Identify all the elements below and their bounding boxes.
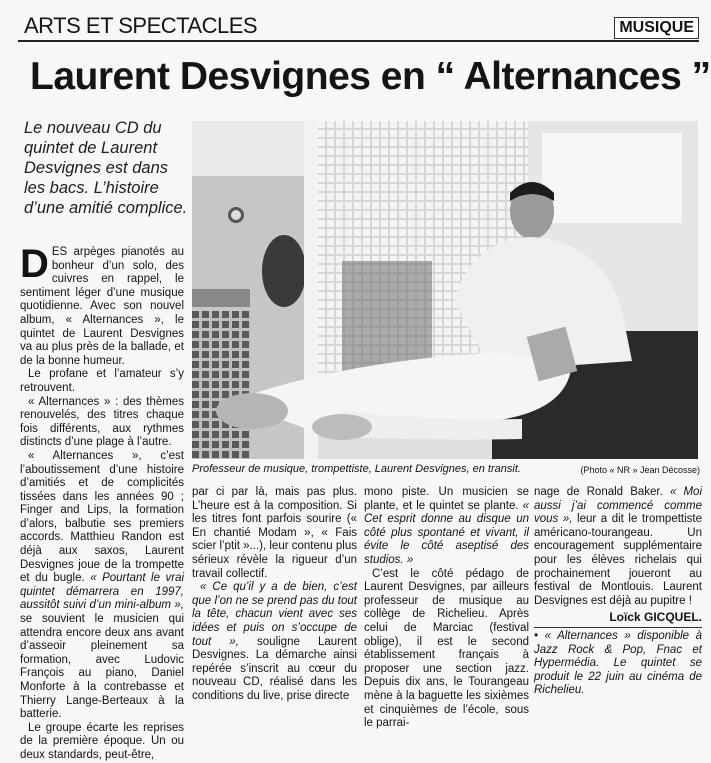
header-rule (18, 40, 699, 42)
article-column-3 (364, 486, 529, 730)
paragraph (364, 486, 529, 568)
section-tag: MUSIQUE (614, 17, 699, 39)
paragraph: Le profane et l’amateur s’y retrouvent. (20, 368, 184, 394)
info-note: • « Alternances » disponible à Jazz Rock & Pop, Fnac et Hypermédia. Le quintet se produit le 22 juin au cinéma de Richelieu. (534, 629, 702, 697)
paragraph: C’est le côté pédago de Laurent Desvignes, par ailleurs professeur de musique au collège de Richelieu. Après celui de Marciac (festival oblige), il est le second établissement français à proposer une section jazz. Depuis dix ans, le Tourangeau mène à la baguette les sixièmes et cinquièmes de l’école, sous le parrai- (364, 567, 529, 730)
article-photo (192, 121, 698, 459)
article-standfirst: Le nouveau CD du quintet de Laurent Desvignes est dans les bacs. L’histoire d’une amitié complice. (24, 119, 188, 217)
paragraph-text: se souvient le musicien qui attendra encore deux ans avant d’asseoir pleinement sa formation, avec Ludovic François au piano, Daniel Monforte à la contrebasse et Thierry Lange-Berteaux à la batterie. (20, 613, 184, 721)
article-column-1 (20, 242, 185, 761)
paragraph-text: mono piste. Un musicien se plante, et le quintet se plante. (364, 486, 529, 512)
paragraph-text: nage de Ronald Baker. (534, 486, 663, 498)
paragraph-text: souligne Laurent Desvignes. La démarche ainsi repérée s’inscrit au cœur du nouveau CD, réalisé dans les conditions du live, prise directe (192, 635, 357, 702)
quote: « Pourtant le vrai quintet démarrera en 1997, aussitôt suivi d’un mini-album », (20, 572, 185, 612)
article-headline: Laurent Desvignes en “ Alternances ” (30, 55, 711, 98)
paragraph (192, 581, 357, 703)
quote: « Cet esprit donne au disque un côté plus spontané et vivant, il évite le côté aseptisé des studios. » (364, 499, 529, 566)
paragraph (20, 450, 184, 722)
article-column-4 (534, 486, 703, 697)
author-signature: Loïck GICQUEL. (609, 610, 702, 625)
drop-cap: D (20, 242, 49, 286)
paragraph (534, 486, 702, 608)
paragraph: par ci par là, mais pas plus. L’heure est à la composition. Si les titres font parfois sourire (« En chantié Modam », « Fais scier l’ptit »...), leur contenu plus sérieux révèle la rigueur d’un travail collectif. (192, 486, 357, 580)
article-column-2 (192, 486, 357, 702)
paragraph: ES arpèges pianotés au bonheur d’un solo, des cuivres en rappel, le sentiment léger d’une musique quotidienne. Avec son nouvel album, « Alternances », le quintet de Laurent Desvignes va au plus près de la ballade, et de la bonne humeur. (20, 246, 184, 367)
photo-credit: (Photo « NR » Jean Décosse) (580, 465, 700, 475)
quote: « Ce qu’il y a de bien, c’est que l’on ne se prend pas du tout la tête, chacun vient avec ses idées et puis on s’occupe de tout », (192, 581, 357, 648)
page-header (0, 0, 709, 44)
paragraph-text: « Alternances », c’est l’aboutissement d’une histoire d’amitiés et de complicités tissées dans les années 90 ; Finger and Lips, la formation d’alors, balbutie ses premiers accords. Matthieu Randon est déjà aux saxos, Laurent Desvignes joue de la trompette et du bugle. (20, 449, 184, 585)
section-title: ARTS ET SPECTACLES (24, 13, 258, 38)
paragraph: « Alternances » : des thèmes renouvelés, des titres chaque fois différents, aux rythmes distincts d’une plage à l’autre. (20, 395, 184, 449)
paragraph: Le groupe écarte les reprises de la première époque. Un ou deux standards, peut-être, (20, 721, 184, 761)
paragraph-text: leur a dit le trompettiste américano-tourangeau. Un encouragement supplémentaire pour les élèves richelais qui prochainement joueront au festival de Montlouis. Laurent Desvignes est déjà au pupitre ! (534, 513, 702, 607)
divider (534, 627, 702, 628)
photo-caption: Professeur de musique, trompettiste, Laurent Desvignes, en transit. (192, 463, 521, 475)
quote: « Moi aussi j’ai commencé comme vous », (534, 486, 703, 526)
